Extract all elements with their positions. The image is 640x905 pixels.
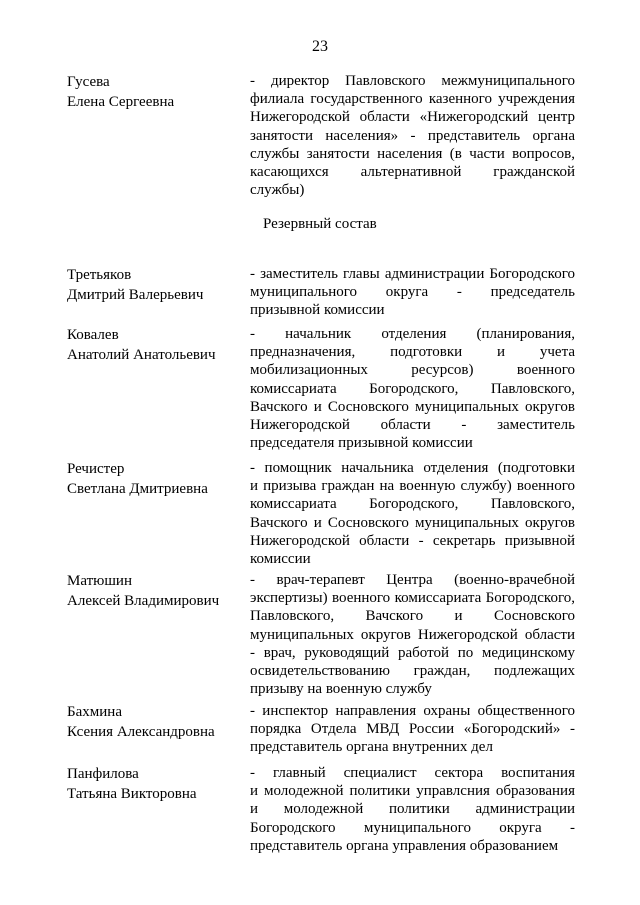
member-role [250, 459, 575, 568]
member-surname: Ковалев [67, 327, 119, 343]
role-text-line: и молодежной политики управлсния образования [250, 783, 575, 800]
role-text-line: предназначения, подготовки и учета [250, 344, 575, 361]
member-role [250, 325, 575, 452]
role-text-line: Нижегородской области - заместитель [250, 417, 575, 434]
member-name [67, 72, 242, 112]
member-given-names: Светлана Дмитриевна [67, 481, 208, 497]
member-given-names: Елена Сергеевна [67, 94, 175, 110]
member-role [250, 72, 575, 199]
role-text-line: комиссариата Богородского, Павловского, [250, 380, 575, 397]
role-text-line: Нижегородской области «Нижегородский центр [250, 109, 575, 126]
role-text-line: занятости населения» - представитель органа [250, 127, 575, 144]
role-text-line: муниципального округа - председатель [250, 284, 575, 301]
member-surname: Гусева [67, 74, 110, 90]
role-text-line: и молодежной политики администрации [250, 801, 575, 818]
member-name [67, 459, 242, 499]
member-role [250, 265, 575, 320]
role-text-line: освидетельствованию граждан, подлежащих [250, 663, 575, 680]
member-role [250, 702, 575, 757]
member-role [250, 764, 575, 855]
role-text-line: и призыва граждан на военную службу) военного [250, 478, 575, 495]
member-given-names: Анатолий Анатольевич [67, 347, 216, 363]
role-text-line: муниципальных округов Нижегородской области [250, 626, 575, 643]
role-text-line: председателя призывной комиссии [250, 435, 473, 452]
role-text-line: - помощник начальника отделения (подготовки [250, 460, 575, 476]
role-text-line: мобилизационных ресурсов) военного [250, 362, 575, 379]
role-text-line: - врач-терапевт Центра (военно-врачебной [250, 572, 575, 588]
role-text-line: - заместитель главы администрации Богородского [250, 266, 575, 282]
role-text-line: Нижегородской области - секретарь призывной [250, 532, 575, 549]
member-surname: Третьяков [67, 267, 132, 283]
member-surname: Речистер [67, 461, 125, 477]
role-text-line: комиссариата Богородского, Павловского, [250, 496, 575, 513]
role-text-line: - инспектор направления охраны общественного [250, 703, 575, 719]
member-name [67, 764, 242, 804]
member-role [250, 571, 575, 698]
role-text-line: представитель органа внутренних дел [250, 739, 493, 756]
role-text-line: филиала государственного казенного учреждения [250, 91, 575, 108]
role-text-line: представитель органа управления образованием [250, 837, 559, 854]
role-text-line: экспертизы) военного комиссариата Богородского, [250, 590, 575, 607]
section-heading: Резервный состав [263, 216, 377, 232]
role-text-line: порядка Отдела МВД России «Богородский» - [250, 721, 575, 738]
member-surname: Бахмина [67, 704, 122, 720]
role-text-line: призывной комиссии [250, 302, 385, 319]
member-given-names: Татьяна Викторовна [67, 786, 197, 802]
role-text-line: призыву на военную службу [250, 681, 432, 698]
member-surname: Панфилова [67, 766, 139, 782]
role-text-line: касающихся альтернативной гражданской [250, 164, 575, 181]
member-name [67, 325, 242, 365]
page-number: 23 [312, 38, 328, 55]
member-given-names: Алексей Владимирович [67, 593, 220, 609]
member-name [67, 702, 242, 742]
role-text-line: - главный специалист сектора воспитания [250, 765, 575, 781]
role-text-line: службы занятости населения (в части вопросов, [250, 145, 575, 162]
member-name [67, 571, 242, 611]
member-name [67, 265, 242, 305]
member-given-names: Ксения Александровна [67, 724, 215, 740]
role-text-line: Вачского и Сосновского муниципальных округов [250, 398, 575, 415]
member-surname: Матюшин [67, 573, 132, 589]
role-text-line: - врач, руководящий работой по медицинскому [250, 644, 575, 661]
role-text-line: комиссии [250, 551, 311, 568]
role-text-line: - начальник отделения (планирования, [250, 326, 575, 342]
role-text-line: Павловского, Вачского и Сосновского [250, 608, 575, 625]
role-text-line: Богородского муниципального округа - [250, 819, 575, 836]
role-text-line: - директор Павловского межмуниципального [250, 73, 575, 89]
member-given-names: Дмитрий Валерьевич [67, 287, 204, 303]
role-text-line: службы) [250, 182, 305, 199]
role-text-line: Вачского и Сосновского муниципальных округов [250, 514, 575, 531]
